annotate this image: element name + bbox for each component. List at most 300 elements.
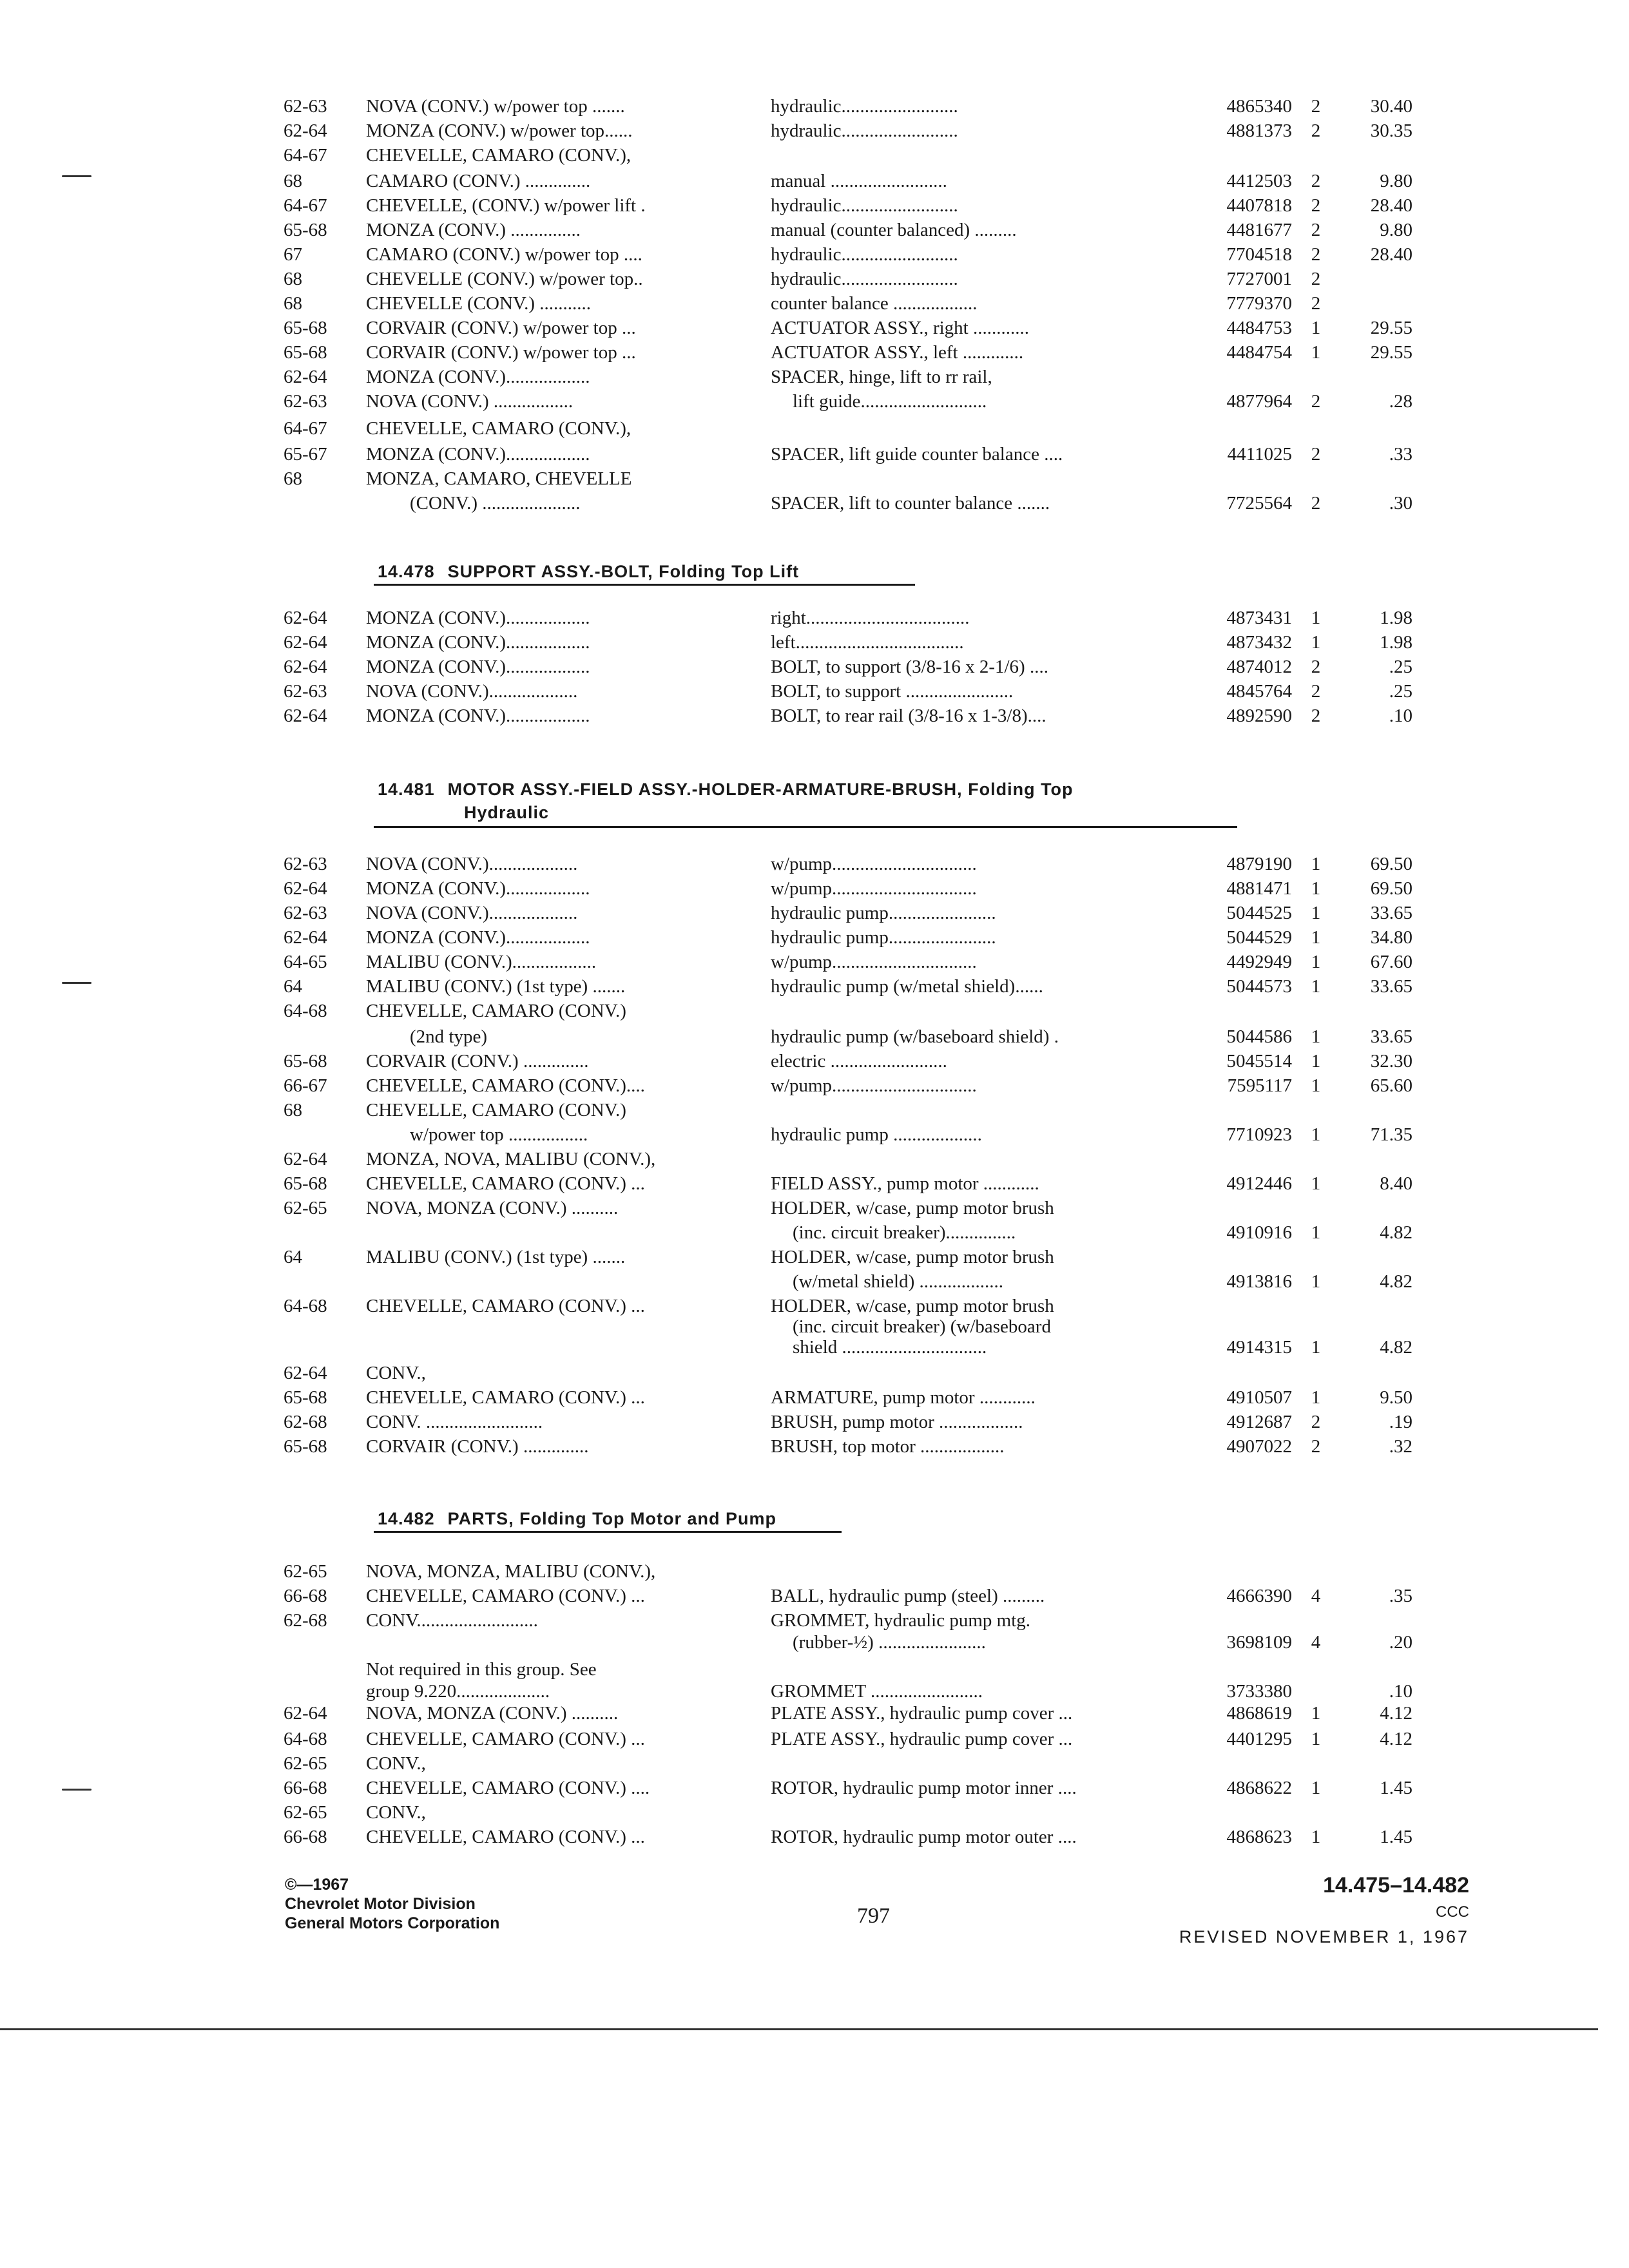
year-cell: 64-67 [284,145,327,166]
section-heading-14-481-line2 [464,802,549,823]
section-number: 14.481 [378,780,435,799]
part-number-cell: 4910507 [1226,1387,1292,1408]
quantity-cell: 1 [1311,1026,1321,1047]
part-number-cell: 4868622 [1226,1778,1292,1798]
quantity-cell: 1 [1311,342,1321,363]
model-cell: NOVA (CONV.)................... [366,903,578,923]
table-row [0,1825,1629,1849]
part-number-cell: 7727001 [1226,269,1292,289]
quantity-cell: 1 [1311,1778,1321,1798]
part-number-cell: 4873431 [1226,608,1292,628]
year-cell: 65-68 [284,220,327,240]
year-cell: 65-68 [284,1173,327,1194]
table-row [0,1630,1629,1655]
description-cell: FIELD ASSY., pump motor ............ [771,1173,1039,1194]
model-cell: CHEVELLE, CAMARO (CONV.) ... [366,1729,645,1749]
quantity-cell: 1 [1311,1337,1321,1358]
description-cell: manual (counter balanced) ......... [771,220,1017,240]
table-row [0,606,1629,630]
price-cell: 9.80 [1380,220,1412,240]
model-cell: MONZA (CONV.).................. [366,927,590,948]
description-cell: hydraulic pump ................... [771,1124,982,1145]
description-cell: BOLT, to support (3/8-16 x 2-1/6) .... [771,657,1048,677]
year-cell: 62-64 [284,632,327,653]
table-row [0,704,1629,728]
description-cell: hydraulic......................... [771,244,958,265]
price-cell: 33.65 [1370,903,1412,923]
corporation-name: General Motors Corporation [285,1914,500,1932]
year-cell: 64-67 [284,418,327,439]
year-cell: 65-68 [284,1051,327,1072]
year-cell: 62-64 [284,1149,327,1169]
year-cell: 62-63 [284,854,327,874]
year-cell: 64-68 [284,1001,327,1021]
model-cell: CONV. ......................... [366,1412,543,1432]
table-row [0,1122,1629,1147]
price-cell: 33.65 [1370,976,1412,997]
table-row [0,1147,1629,1171]
year-cell: 62-64 [284,657,327,677]
part-number-cell: 4484754 [1226,342,1292,363]
price-cell: 30.40 [1370,96,1412,117]
part-number-cell: 4407818 [1226,195,1292,216]
year-cell: 68 [284,1100,302,1120]
description-cell: ROTOR, hydraulic pump motor outer .... [771,1827,1077,1847]
table-row [0,442,1629,466]
model-cell: w/power top ................. [410,1124,588,1145]
year-cell: 62-63 [284,681,327,702]
year-cell: 62-68 [284,1610,327,1631]
description-cell: SPACER, lift guide counter balance .... [771,444,1063,465]
page-number: 797 [857,1904,890,1928]
price-cell: .33 [1389,444,1412,465]
description-cell: BALL, hydraulic pump (steel) ......... [771,1586,1045,1606]
description-cell: (rubber-½) ....................... [793,1632,986,1653]
price-cell: .10 [1389,706,1412,726]
table-row [0,119,1629,143]
model-cell: MONZA (CONV.).................. [366,444,590,465]
model-cell: CHEVELLE, CAMARO (CONV.) ... [366,1387,645,1408]
price-cell: .35 [1389,1586,1412,1606]
model-cell: NOVA (CONV.) ................. [366,391,574,412]
section-title: MOTOR ASSY.-FIELD ASSY.-HOLDER-ARMATURE-BRUSH, Folding Top [447,780,1074,799]
description-cell: counter balance .................. [771,293,978,314]
quantity-cell: 1 [1311,854,1321,874]
quantity-cell: 4 [1311,1632,1321,1653]
section-heading-14-478 [378,561,799,582]
table-row [0,1679,1629,1704]
description-cell: ACTUATOR ASSY., left ............. [771,342,1024,363]
description-cell: SPACER, lift to counter balance ....... [771,493,1050,514]
description-cell: ROTOR, hydraulic pump motor inner .... [771,1778,1077,1798]
year-cell: 64 [284,976,302,997]
quantity-cell: 1 [1311,952,1321,972]
table-row [0,1800,1629,1825]
table-row [0,1098,1629,1122]
model-cell: MONZA (CONV.).................. [366,367,590,387]
table-row [0,925,1629,950]
price-cell: 4.12 [1380,1703,1412,1724]
model-cell: CHEVELLE, (CONV.) w/power lift . [366,195,646,216]
model-cell: NOVA, MONZA, MALIBU (CONV.), [366,1561,656,1582]
price-cell: 4.12 [1380,1729,1412,1749]
table-row [0,1701,1629,1725]
part-number-cell: 5045514 [1226,1051,1292,1072]
year-cell: 64-68 [284,1729,327,1749]
year-cell: 66-68 [284,1586,327,1606]
price-cell: 1.98 [1380,608,1412,628]
year-cell: 65-68 [284,1387,327,1408]
quantity-cell: 2 [1311,96,1321,117]
part-number-cell: 4881471 [1226,878,1292,899]
section-title: SUPPORT ASSY.-BOLT, Folding Top Lift [447,562,800,581]
year-cell: 64-67 [284,195,327,216]
table-row [0,999,1629,1023]
table-row [0,876,1629,901]
model-cell: CONV., [366,1753,426,1774]
quantity-cell: 2 [1311,493,1321,514]
part-number-cell: 4877964 [1226,391,1292,412]
table-row [0,1751,1629,1776]
model-cell: CHEVELLE, CAMARO (CONV.) ... [366,1173,645,1194]
year-cell: 62-64 [284,927,327,948]
model-cell: CAMARO (CONV.) .............. [366,171,591,191]
year-cell: 62-65 [284,1753,327,1774]
part-number-cell: 4912687 [1226,1412,1292,1432]
part-number-cell: 4873432 [1226,632,1292,653]
quantity-cell: 1 [1311,1222,1321,1243]
price-cell: 28.40 [1370,195,1412,216]
table-row [0,1269,1629,1294]
model-cell: MONZA (CONV.) w/power top...... [366,120,633,141]
part-number-cell: 4492949 [1226,952,1292,972]
year-cell: 66-68 [284,1778,327,1798]
quantity-cell: 1 [1311,632,1321,653]
section-rule [374,584,915,586]
price-cell: .25 [1389,681,1412,702]
model-cell: MALIBU (CONV.) (1st type) ....... [366,976,626,997]
model-cell: CONV.......................... [366,1610,538,1631]
model-cell: MONZA, CAMARO, CHEVELLE [366,468,632,489]
description-cell: hydraulic pump (w/metal shield)...... [771,976,1043,997]
model-cell: CHEVELLE, CAMARO (CONV.) ... [366,1296,645,1316]
price-cell: 4.82 [1380,1337,1412,1358]
price-cell: 1.98 [1380,632,1412,653]
part-number-cell: 4865340 [1226,96,1292,117]
year-cell: 65-68 [284,1436,327,1457]
description-cell: right................................... [771,608,970,628]
catalog-code: CCC [1436,1903,1469,1921]
model-cell: CHEVELLE (CONV.) w/power top.. [366,269,643,289]
price-cell: .20 [1389,1632,1412,1653]
description-cell: BOLT, to support ....................... [771,681,1014,702]
year-cell: 62-63 [284,391,327,412]
description-cell: BRUSH, pump motor .................. [771,1412,1023,1432]
quantity-cell: 2 [1311,220,1321,240]
table-row [0,466,1629,491]
model-cell: NOVA, MONZA (CONV.) .......... [366,1703,619,1724]
publisher-block [285,1875,499,1933]
copyright: ©—1967 [285,1876,349,1894]
price-cell: .10 [1389,1681,1412,1702]
part-number-cell: 4912446 [1226,1173,1292,1194]
model-cell: CAMARO (CONV.) w/power top .... [366,244,642,265]
quantity-cell: 4 [1311,1586,1321,1606]
table-row [0,291,1629,316]
model-cell: MONZA (CONV.).................. [366,657,590,677]
price-cell: 4.82 [1380,1222,1412,1243]
table-row [0,1434,1629,1459]
price-cell: 33.65 [1370,1026,1412,1047]
table-row [0,1361,1629,1385]
quantity-cell: 1 [1311,878,1321,899]
part-number-cell: 4666390 [1226,1586,1292,1606]
model-cell: CONV., [366,1363,426,1383]
model-cell: CORVAIR (CONV.) w/power top ... [366,318,636,338]
description-cell: HOLDER, w/case, pump motor brush [771,1247,1054,1267]
year-cell: 65-68 [284,342,327,363]
year-cell: 62-68 [284,1412,327,1432]
quantity-cell: 2 [1311,657,1321,677]
part-number-cell: 7704518 [1226,244,1292,265]
table-row [0,1385,1629,1410]
table-row [0,950,1629,974]
model-cell: CORVAIR (CONV.) .............. [366,1051,589,1072]
part-number-cell: 4845764 [1226,681,1292,702]
part-number-cell: 4914315 [1226,1337,1292,1358]
table-row [0,901,1629,925]
table-row [0,491,1629,515]
model-cell: CHEVELLE, CAMARO (CONV.), [366,418,631,439]
table-row [0,365,1629,389]
part-number-cell: 7725564 [1226,493,1292,514]
model-cell: MALIBU (CONV.).................. [366,952,597,972]
model-cell: MONZA (CONV.).................. [366,608,590,628]
part-number-cell: 3733380 [1226,1681,1292,1702]
model-cell: CONV., [366,1802,426,1823]
quantity-cell: 1 [1311,927,1321,948]
quantity-cell: 1 [1311,1827,1321,1847]
model-cell: CHEVELLE, CAMARO (CONV.) [366,1001,626,1021]
description-cell: ARMATURE, pump motor ............ [771,1387,1036,1408]
part-number-cell: 5044586 [1226,1026,1292,1047]
part-number-cell: 4412503 [1226,171,1292,191]
part-number-cell: 4874012 [1226,657,1292,677]
part-number-cell: 4411025 [1227,444,1292,465]
quantity-cell: 2 [1311,706,1321,726]
year-cell: 68 [284,171,302,191]
price-cell: 29.55 [1370,318,1412,338]
table-row [0,1410,1629,1434]
model-cell: CHEVELLE (CONV.) ........... [366,293,592,314]
quantity-cell: 1 [1311,608,1321,628]
price-cell: .25 [1389,657,1412,677]
model-cell: MONZA (CONV.).................. [366,632,590,653]
description-cell: manual ......................... [771,171,947,191]
quantity-cell: 1 [1311,1075,1321,1096]
quantity-cell: 2 [1311,269,1321,289]
year-cell: 62-63 [284,903,327,923]
model-cell: (2nd type) [410,1026,487,1047]
description-cell: w/pump............................... [771,952,977,972]
table-row [0,655,1629,679]
table-row [0,169,1629,193]
model-cell: Not required in this group. See [366,1659,597,1680]
year-cell: 68 [284,269,302,289]
year-cell: 62-64 [284,878,327,899]
table-row [0,1171,1629,1196]
model-cell: NOVA (CONV.) w/power top ....... [366,96,625,117]
year-cell: 62-63 [284,96,327,117]
description-cell: (inc. circuit breaker) (w/baseboard [793,1316,1051,1337]
quantity-cell: 2 [1311,391,1321,412]
part-number-cell: 5044525 [1226,903,1292,923]
model-cell: NOVA, MONZA (CONV.) .......... [366,1198,619,1218]
year-cell: 68 [284,468,302,489]
price-cell: 29.55 [1370,342,1412,363]
quantity-cell: 1 [1311,1124,1321,1145]
model-cell: CHEVELLE, CAMARO (CONV.) [366,1100,626,1120]
quantity-cell: 2 [1311,244,1321,265]
model-cell: CHEVELLE, CAMARO (CONV.) .... [366,1778,650,1798]
price-cell: 8.40 [1380,1173,1412,1194]
year-cell: 62-64 [284,1363,327,1383]
price-cell: 1.45 [1380,1778,1412,1798]
quantity-cell: 2 [1311,444,1321,465]
quantity-cell: 1 [1311,1173,1321,1194]
price-cell: 1.45 [1380,1827,1412,1847]
price-cell: 67.60 [1370,952,1412,972]
year-cell: 62-64 [284,367,327,387]
year-cell: 62-65 [284,1802,327,1823]
description-cell: electric ......................... [771,1051,947,1072]
table-row [0,242,1629,267]
description-cell: (inc. circuit breaker)............... [793,1222,1016,1243]
description-cell: hydraulic......................... [771,96,958,117]
table-row [0,389,1629,414]
year-cell: 62-64 [284,120,327,141]
table-row [0,1049,1629,1073]
description-cell: ACTUATOR ASSY., right ............ [771,318,1029,338]
bottom-rule [0,2028,1598,2030]
quantity-cell: 2 [1311,171,1321,191]
revision-block [1147,1871,1469,1948]
quantity-cell: 1 [1311,1703,1321,1724]
part-number-cell: 4484753 [1226,318,1292,338]
quantity-cell: 2 [1311,1436,1321,1457]
table-row [0,1559,1629,1584]
price-cell: 65.60 [1370,1075,1412,1096]
description-cell: HOLDER, w/case, pump motor brush [771,1198,1054,1218]
year-cell: 68 [284,293,302,314]
description-cell: hydraulic pump (w/baseboard shield) . [771,1026,1059,1047]
description-cell: (w/metal shield) .................. [793,1271,1004,1292]
description-cell: GROMMET ........................ [771,1681,983,1702]
quantity-cell: 1 [1311,1271,1321,1292]
table-row [0,1727,1629,1751]
quantity-cell: 1 [1311,1387,1321,1408]
table-row [0,143,1629,168]
price-cell: .28 [1389,391,1412,412]
section-title-line2: Hydraulic [464,803,550,822]
part-number-cell: 4401295 [1226,1729,1292,1749]
description-cell: HOLDER, w/case, pump motor brush [771,1296,1054,1316]
model-cell: CHEVELLE, CAMARO (CONV.) ... [366,1827,645,1847]
price-cell: .32 [1389,1436,1412,1457]
section-heading-14-482 [378,1508,776,1530]
table-row [0,1220,1629,1245]
quantity-cell: 2 [1311,681,1321,702]
description-cell: w/pump............................... [771,878,977,899]
description-cell: w/pump............................... [771,1075,977,1096]
table-row [0,94,1629,119]
year-cell: 66-67 [284,1075,327,1096]
table-row [0,852,1629,876]
model-cell: CHEVELLE, CAMARO (CONV.) ... [366,1586,645,1606]
description-cell: PLATE ASSY., hydraulic pump cover ... [771,1703,1073,1724]
description-cell: lift guide........................... [793,391,987,412]
group-range: 14.475–14.482 [1323,1873,1469,1898]
price-cell: .30 [1389,493,1412,514]
description-cell: PLATE ASSY., hydraulic pump cover ... [771,1729,1073,1749]
part-number-cell: 5044573 [1226,976,1292,997]
quantity-cell: 1 [1311,318,1321,338]
quantity-cell: 2 [1311,120,1321,141]
model-cell: NOVA (CONV.)................... [366,681,578,702]
quantity-cell: 1 [1311,976,1321,997]
table-row [0,679,1629,704]
section-title: PARTS, Folding Top Motor and Pump [447,1509,777,1528]
price-cell: 34.80 [1370,927,1412,948]
section-heading-14-481 [378,778,1074,800]
model-cell: CORVAIR (CONV.) .............. [366,1436,589,1457]
price-cell: 32.30 [1370,1051,1412,1072]
table-row [0,218,1629,242]
section-number: 14.478 [378,562,435,581]
part-number-cell: 4879190 [1226,854,1292,874]
table-row [0,1245,1629,1269]
model-cell: MONZA (CONV.).................. [366,878,590,899]
quantity-cell: 1 [1311,1729,1321,1749]
description-cell: shield ............................... [793,1337,987,1358]
price-cell: 9.50 [1380,1387,1412,1408]
table-row [0,340,1629,365]
price-cell: 28.40 [1370,244,1412,265]
model-cell: CHEVELLE, CAMARO (CONV.), [366,145,631,166]
section-rule [374,1531,842,1533]
year-cell: 62-64 [284,1703,327,1724]
model-cell: NOVA (CONV.)................... [366,854,578,874]
price-cell: 69.50 [1370,854,1412,874]
quantity-cell: 2 [1311,293,1321,314]
model-cell: (CONV.) ..................... [410,493,581,514]
table-row [0,1608,1629,1633]
table-row [0,316,1629,340]
part-number-cell: 7595117 [1227,1075,1292,1096]
part-number-cell: 4868619 [1226,1703,1292,1724]
table-row [0,267,1629,291]
description-cell: hydraulic......................... [771,269,958,289]
year-cell: 67 [284,244,302,265]
model-cell: MONZA (CONV.).................. [366,706,590,726]
model-cell: group 9.220.................... [366,1681,550,1702]
description-cell: hydraulic......................... [771,195,958,216]
table-row [0,1584,1629,1608]
division-name: Chevrolet Motor Division [285,1895,476,1913]
quantity-cell: 2 [1311,1412,1321,1432]
description-cell: BRUSH, top motor .................. [771,1436,1005,1457]
price-cell: 71.35 [1370,1124,1412,1145]
